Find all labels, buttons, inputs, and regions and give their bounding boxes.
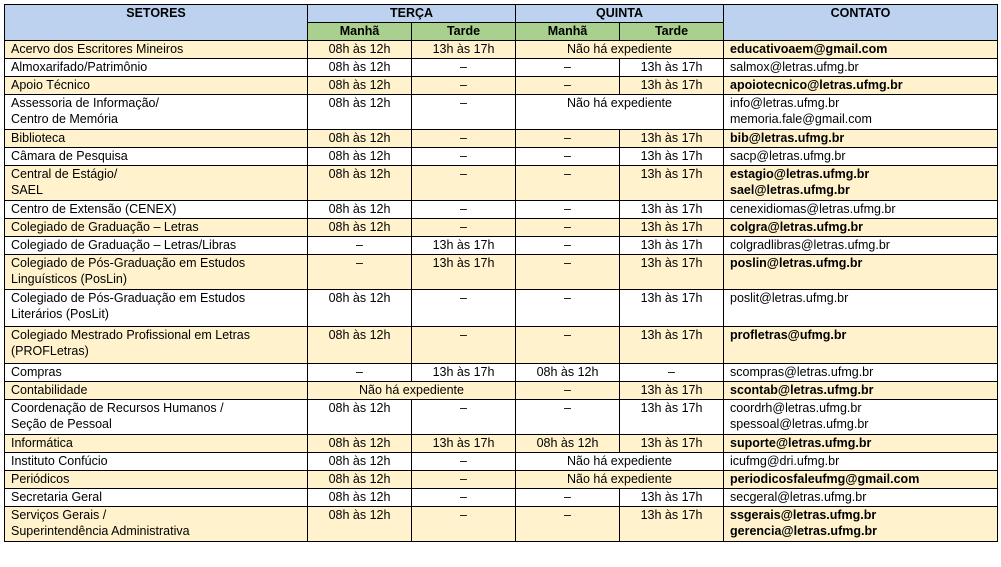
terca-manha-cell: 08h às 12h: [308, 290, 412, 327]
cell-line: Informática: [11, 436, 73, 450]
cell-line: coordrh@letras.ufmg.br: [730, 401, 862, 415]
table-row: [5, 237, 998, 255]
terca-tarde-cell: –: [412, 201, 516, 219]
cell-line: Colegiado de Graduação – Letras/Libras: [11, 238, 237, 252]
quinta-manha-cell: –: [516, 327, 620, 364]
cell-line: Secretaria Geral: [11, 490, 103, 504]
cell-line: bib@letras.ufmg.br: [730, 131, 845, 145]
contato-cell: [724, 255, 998, 290]
terca-tarde-cell: –: [412, 219, 516, 237]
terca-manha-cell: 08h às 12h: [308, 471, 412, 489]
terca-manha-cell: 08h às 12h: [308, 130, 412, 148]
terca-manha-cell: –: [308, 255, 412, 290]
quinta-tarde-cell: 13h às 17h: [620, 77, 724, 95]
quinta-merged-cell: Não há expediente: [516, 41, 724, 59]
table-row: [5, 130, 998, 148]
terca-tarde-cell: 13h às 17h: [412, 435, 516, 453]
setor-cell: [5, 364, 308, 382]
header-quinta-manha: Manhã: [516, 23, 620, 41]
terca-manha-cell: 08h às 12h: [308, 166, 412, 201]
terca-manha-cell: 08h às 12h: [308, 219, 412, 237]
cell-line: profletras@ufmg.br: [730, 328, 847, 342]
cell-line: gerencia@letras.ufmg.br: [730, 524, 877, 538]
terca-tarde-cell: –: [412, 290, 516, 327]
cell-line: colgra@letras.ufmg.br: [730, 220, 864, 234]
setor-cell: [5, 219, 308, 237]
quinta-manha-cell: –: [516, 255, 620, 290]
quinta-tarde-cell: 13h às 17h: [620, 435, 724, 453]
terca-tarde-cell: –: [412, 59, 516, 77]
table-row: [5, 95, 998, 130]
setor-cell: [5, 507, 308, 542]
quinta-tarde-cell: 13h às 17h: [620, 507, 724, 542]
setor-cell: [5, 327, 308, 364]
cell-line: Central de Estágio/: [11, 167, 118, 181]
cell-line: scontab@letras.ufmg.br: [730, 383, 874, 397]
quinta-tarde-cell: 13h às 17h: [620, 166, 724, 201]
cell-line: Instituto Confúcio: [11, 454, 108, 468]
contato-cell: [724, 166, 998, 201]
contato-cell: [724, 382, 998, 400]
terca-manha-cell: 08h às 12h: [308, 453, 412, 471]
quinta-tarde-cell: 13h às 17h: [620, 489, 724, 507]
header-quinta-tarde: Tarde: [620, 23, 724, 41]
terca-tarde-cell: –: [412, 507, 516, 542]
terca-manha-cell: 08h às 12h: [308, 77, 412, 95]
cell-line: Acervo dos Escritores Mineiros: [11, 42, 184, 56]
quinta-merged-cell: Não há expediente: [516, 453, 724, 471]
contato-cell: [724, 290, 998, 327]
table-row: [5, 364, 998, 382]
setor-cell: [5, 148, 308, 166]
cell-line: ssgerais@letras.ufmg.br: [730, 508, 877, 522]
cell-line: SAEL: [11, 183, 43, 197]
contato-cell: [724, 489, 998, 507]
cell-line: Almoxarifado/Patrimônio: [11, 60, 148, 74]
table-row: [5, 77, 998, 95]
header-terca-manha: Manhã: [308, 23, 412, 41]
contato-cell: [724, 41, 998, 59]
quinta-tarde-cell: 13h às 17h: [620, 148, 724, 166]
table-row: [5, 453, 998, 471]
table-row: [5, 255, 998, 290]
cell-line: Biblioteca: [11, 131, 66, 145]
contato-cell: [724, 364, 998, 382]
terca-manha-cell: 08h às 12h: [308, 59, 412, 77]
setor-cell: [5, 471, 308, 489]
quinta-tarde-cell: 13h às 17h: [620, 382, 724, 400]
table-row: [5, 290, 998, 327]
cell-line: Seção de Pessoal: [11, 417, 112, 431]
terca-tarde-cell: –: [412, 453, 516, 471]
cell-line: Colegiado de Pós-Graduação em Estudos: [11, 256, 246, 270]
header-setores: SETORES: [5, 5, 308, 41]
table-row: [5, 201, 998, 219]
quinta-manha-cell: –: [516, 290, 620, 327]
cell-line: suporte@letras.ufmg.br: [730, 436, 872, 450]
cell-line: Superintendência Administrativa: [11, 524, 190, 538]
cell-line: Colegiado Mestrado Profissional em Letras: [11, 328, 251, 342]
setor-cell: [5, 489, 308, 507]
terca-tarde-cell: –: [412, 77, 516, 95]
quinta-tarde-cell: –: [620, 364, 724, 382]
terca-manha-cell: 08h às 12h: [308, 201, 412, 219]
terca-tarde-cell: –: [412, 95, 516, 130]
contato-cell: [724, 400, 998, 435]
table-row: [5, 382, 998, 400]
cell-line: Periódicos: [11, 472, 70, 486]
quinta-tarde-cell: 13h às 17h: [620, 237, 724, 255]
table-row: [5, 148, 998, 166]
cell-line: Literários (PosLit): [11, 307, 109, 321]
quinta-manha-cell: –: [516, 77, 620, 95]
quinta-tarde-cell: 13h às 17h: [620, 59, 724, 77]
contato-cell: [724, 327, 998, 364]
setor-cell: [5, 41, 308, 59]
header-quinta: QUINTA: [516, 5, 724, 23]
cell-line: poslin@letras.ufmg.br: [730, 256, 863, 270]
table-row: [5, 41, 998, 59]
setor-cell: [5, 290, 308, 327]
terca-tarde-cell: –: [412, 327, 516, 364]
cell-line: (PROFLetras): [11, 344, 89, 358]
quinta-manha-cell: –: [516, 59, 620, 77]
setor-cell: [5, 382, 308, 400]
cell-line: spessoal@letras.ufmg.br: [730, 417, 869, 431]
cell-line: cenexidiomas@letras.ufmg.br: [730, 202, 896, 216]
header-terca-tarde: Tarde: [412, 23, 516, 41]
setor-cell: [5, 255, 308, 290]
table-row: [5, 489, 998, 507]
cell-line: periodicosfaleufmg@gmail.com: [730, 472, 920, 486]
terca-tarde-cell: 13h às 17h: [412, 237, 516, 255]
setor-cell: [5, 453, 308, 471]
contato-cell: [724, 148, 998, 166]
quinta-tarde-cell: 13h às 17h: [620, 400, 724, 435]
quinta-manha-cell: –: [516, 148, 620, 166]
schedule-table: [4, 4, 998, 542]
schedule-body: [5, 41, 998, 542]
quinta-manha-cell: –: [516, 507, 620, 542]
terca-manha-cell: 08h às 12h: [308, 489, 412, 507]
table-row: [5, 327, 998, 364]
cell-line: info@letras.ufmg.br: [730, 96, 840, 110]
quinta-manha-cell: –: [516, 166, 620, 201]
terca-manha-cell: 08h às 12h: [308, 327, 412, 364]
terca-tarde-cell: –: [412, 400, 516, 435]
cell-line: icufmg@dri.ufmg.br: [730, 454, 840, 468]
contato-cell: [724, 237, 998, 255]
quinta-tarde-cell: 13h às 17h: [620, 201, 724, 219]
cell-line: memoria.fale@gmail.com: [730, 112, 872, 126]
quinta-manha-cell: –: [516, 382, 620, 400]
setor-cell: [5, 77, 308, 95]
contato-cell: [724, 59, 998, 77]
quinta-tarde-cell: 13h às 17h: [620, 219, 724, 237]
quinta-manha-cell: –: [516, 489, 620, 507]
quinta-merged-cell: Não há expediente: [516, 471, 724, 489]
quinta-tarde-cell: 13h às 17h: [620, 327, 724, 364]
terca-tarde-cell: 13h às 17h: [412, 364, 516, 382]
table-row: [5, 219, 998, 237]
quinta-manha-cell: 08h às 12h: [516, 364, 620, 382]
contato-cell: [724, 130, 998, 148]
contato-cell: [724, 507, 998, 542]
terca-tarde-cell: –: [412, 489, 516, 507]
cell-line: Compras: [11, 365, 62, 379]
terca-manha-cell: 08h às 12h: [308, 435, 412, 453]
cell-line: Assessoria de Informação/: [11, 96, 159, 110]
cell-line: Coordenação de Recursos Humanos /: [11, 401, 224, 415]
terca-manha-cell: 08h às 12h: [308, 400, 412, 435]
quinta-manha-cell: –: [516, 130, 620, 148]
terca-manha-cell: 08h às 12h: [308, 507, 412, 542]
contato-cell: [724, 219, 998, 237]
cell-line: apoiotecnico@letras.ufmg.br: [730, 78, 903, 92]
quinta-manha-cell: –: [516, 400, 620, 435]
quinta-tarde-cell: 13h às 17h: [620, 255, 724, 290]
terca-tarde-cell: –: [412, 471, 516, 489]
quinta-merged-cell: Não há expediente: [516, 95, 724, 130]
terca-manha-cell: 08h às 12h: [308, 148, 412, 166]
setor-cell: [5, 59, 308, 77]
table-row: [5, 471, 998, 489]
cell-line: educativoaem@gmail.com: [730, 42, 888, 56]
setor-cell: [5, 237, 308, 255]
cell-line: Colegiado de Graduação – Letras: [11, 220, 199, 234]
cell-line: sael@letras.ufmg.br: [730, 183, 850, 197]
cell-line: Serviços Gerais /: [11, 508, 107, 522]
contato-cell: [724, 77, 998, 95]
terca-tarde-cell: –: [412, 166, 516, 201]
quinta-tarde-cell: 13h às 17h: [620, 130, 724, 148]
cell-line: secgeral@letras.ufmg.br: [730, 490, 867, 504]
setor-cell: [5, 166, 308, 201]
cell-line: Linguísticos (PosLin): [11, 272, 128, 286]
header-contato: CONTATO: [724, 5, 998, 41]
cell-line: colgradlibras@letras.ufmg.br: [730, 238, 890, 252]
terca-tarde-cell: 13h às 17h: [412, 41, 516, 59]
cell-line: scompras@letras.ufmg.br: [730, 365, 874, 379]
table-row: [5, 59, 998, 77]
terca-manha-cell: 08h às 12h: [308, 95, 412, 130]
table-row: [5, 507, 998, 542]
table-row: [5, 400, 998, 435]
cell-line: Câmara de Pesquisa: [11, 149, 128, 163]
quinta-manha-cell: 08h às 12h: [516, 435, 620, 453]
quinta-manha-cell: –: [516, 201, 620, 219]
cell-line: Contabilidade: [11, 383, 88, 397]
setor-cell: [5, 130, 308, 148]
terca-tarde-cell: –: [412, 148, 516, 166]
contato-cell: [724, 435, 998, 453]
contato-cell: [724, 453, 998, 471]
quinta-manha-cell: –: [516, 219, 620, 237]
cell-line: estagio@letras.ufmg.br: [730, 167, 870, 181]
cell-line: Apoio Técnico: [11, 78, 90, 92]
contato-cell: [724, 471, 998, 489]
cell-line: Centro de Memória: [11, 112, 118, 126]
setor-cell: [5, 95, 308, 130]
contato-cell: [724, 95, 998, 130]
contato-cell: [724, 201, 998, 219]
terca-manha-cell: 08h às 12h: [308, 41, 412, 59]
header-terca: TERÇA: [308, 5, 516, 23]
setor-cell: [5, 201, 308, 219]
cell-line: Colegiado de Pós-Graduação em Estudos: [11, 291, 246, 305]
cell-line: poslit@letras.ufmg.br: [730, 291, 849, 305]
terca-tarde-cell: 13h às 17h: [412, 255, 516, 290]
table-row: [5, 166, 998, 201]
setor-cell: [5, 400, 308, 435]
table-row: [5, 435, 998, 453]
cell-line: salmox@letras.ufmg.br: [730, 60, 859, 74]
terca-merged-cell: Não há expediente: [308, 382, 516, 400]
terca-tarde-cell: –: [412, 130, 516, 148]
setor-cell: [5, 435, 308, 453]
cell-line: Centro de Extensão (CENEX): [11, 202, 177, 216]
cell-line: sacp@letras.ufmg.br: [730, 149, 846, 163]
terca-manha-cell: –: [308, 237, 412, 255]
quinta-manha-cell: –: [516, 237, 620, 255]
quinta-tarde-cell: 13h às 17h: [620, 290, 724, 327]
terca-manha-cell: –: [308, 364, 412, 382]
